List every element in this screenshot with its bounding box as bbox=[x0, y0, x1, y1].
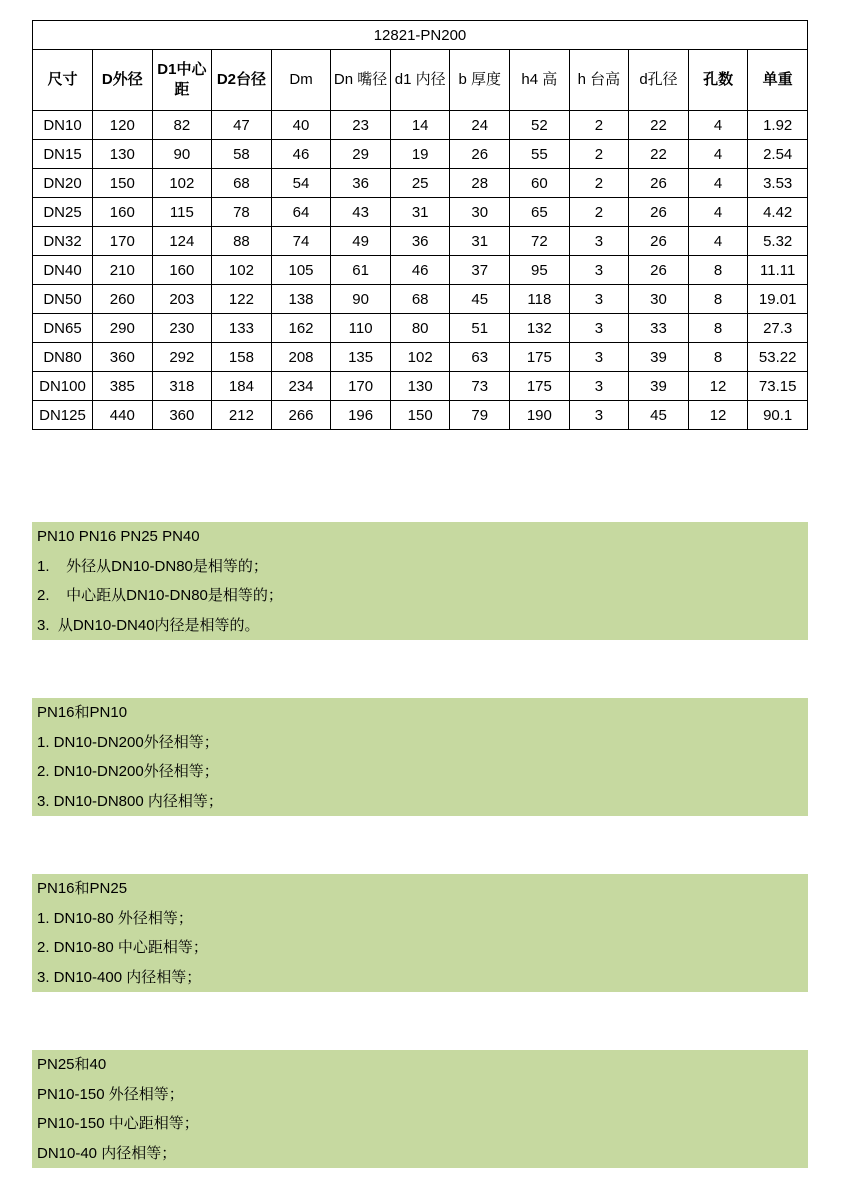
value-cell: 266 bbox=[271, 401, 331, 430]
value-cell: 33 bbox=[629, 314, 689, 343]
value-cell: 102 bbox=[212, 256, 272, 285]
table-row bbox=[33, 198, 808, 227]
value-cell: 19.01 bbox=[748, 285, 808, 314]
value-cell: 138 bbox=[271, 285, 331, 314]
size-cell: DN100 bbox=[33, 372, 93, 401]
note-line: 3. DN10-DN800 内径相等； bbox=[37, 792, 223, 810]
value-cell: 30 bbox=[450, 198, 510, 227]
note-line: 1. 外径从DN10-DN80是相等的； bbox=[37, 557, 268, 575]
table-row bbox=[33, 256, 808, 285]
value-cell: 122 bbox=[212, 285, 272, 314]
value-cell: 3 bbox=[569, 401, 629, 430]
value-cell: 115 bbox=[152, 198, 212, 227]
table-title-row bbox=[33, 21, 808, 50]
value-cell: 8 bbox=[688, 256, 748, 285]
value-cell: 90.1 bbox=[748, 401, 808, 430]
value-cell: 36 bbox=[390, 227, 450, 256]
value-cell: 52 bbox=[510, 111, 570, 140]
header-dn-neck: Dn 嘴径 bbox=[331, 50, 391, 111]
value-cell: 105 bbox=[271, 256, 331, 285]
value-cell: 28 bbox=[450, 169, 510, 198]
value-cell: 27.3 bbox=[748, 314, 808, 343]
size-cell: DN65 bbox=[33, 314, 93, 343]
size-cell: DN80 bbox=[33, 343, 93, 372]
note-line: 1. DN10-DN200外径相等； bbox=[37, 733, 219, 751]
value-cell: 196 bbox=[331, 401, 391, 430]
value-cell: 19 bbox=[390, 140, 450, 169]
table-row bbox=[33, 285, 808, 314]
value-cell: 158 bbox=[212, 343, 272, 372]
value-cell: 110 bbox=[331, 314, 391, 343]
table-row bbox=[33, 111, 808, 140]
value-cell: 8 bbox=[688, 314, 748, 343]
value-cell: 12 bbox=[688, 372, 748, 401]
value-cell: 26 bbox=[629, 169, 689, 198]
value-cell: 24 bbox=[450, 111, 510, 140]
note-line: DN10-40 内径相等； bbox=[37, 1144, 177, 1162]
value-cell: 4 bbox=[688, 111, 748, 140]
note-line: PN10-150 中心距相等； bbox=[37, 1115, 199, 1132]
value-cell: 45 bbox=[450, 285, 510, 314]
size-cell: DN50 bbox=[33, 285, 93, 314]
value-cell: 212 bbox=[212, 401, 272, 430]
value-cell: 90 bbox=[331, 285, 391, 314]
value-cell: 260 bbox=[93, 285, 153, 314]
value-cell: 132 bbox=[510, 314, 570, 343]
table-row bbox=[33, 372, 808, 401]
value-cell: 46 bbox=[271, 140, 331, 169]
value-cell: 175 bbox=[510, 343, 570, 372]
value-cell: 26 bbox=[629, 198, 689, 227]
note-block-pn16-pn10 bbox=[32, 698, 808, 816]
value-cell: 175 bbox=[510, 372, 570, 401]
size-cell: DN20 bbox=[33, 169, 93, 198]
value-cell: 4 bbox=[688, 227, 748, 256]
header-hole-diameter: d孔径 bbox=[629, 50, 689, 111]
value-cell: 3.53 bbox=[748, 169, 808, 198]
value-cell: 12 bbox=[688, 401, 748, 430]
value-cell: 102 bbox=[152, 169, 212, 198]
value-cell: 230 bbox=[152, 314, 212, 343]
value-cell: 3 bbox=[569, 227, 629, 256]
value-cell: 39 bbox=[629, 372, 689, 401]
value-cell: 46 bbox=[390, 256, 450, 285]
value-cell: 30 bbox=[629, 285, 689, 314]
table-row bbox=[33, 169, 808, 198]
size-cell: DN15 bbox=[33, 140, 93, 169]
value-cell: 3 bbox=[569, 372, 629, 401]
value-cell: 1.92 bbox=[748, 111, 808, 140]
table-title: 12821-PN200 bbox=[33, 21, 808, 50]
value-cell: 43 bbox=[331, 198, 391, 227]
value-cell: 130 bbox=[93, 140, 153, 169]
value-cell: 150 bbox=[390, 401, 450, 430]
note-line: 3. 从DN10-DN40内径是相等的。 bbox=[37, 616, 260, 634]
value-cell: 79 bbox=[450, 401, 510, 430]
value-cell: 22 bbox=[629, 111, 689, 140]
value-cell: 4 bbox=[688, 169, 748, 198]
value-cell: 130 bbox=[390, 372, 450, 401]
note-line: 2. 中心距从DN10-DN80是相等的； bbox=[37, 587, 283, 604]
value-cell: 4 bbox=[688, 198, 748, 227]
value-cell: 61 bbox=[331, 256, 391, 285]
note-line: 3. DN10-400 内径相等； bbox=[37, 968, 202, 986]
note-line: 2. DN10-DN200外径相等； bbox=[37, 763, 219, 780]
note-block-pn10-pn40 bbox=[32, 522, 808, 640]
value-cell: 39 bbox=[629, 343, 689, 372]
value-cell: 3 bbox=[569, 314, 629, 343]
value-cell: 120 bbox=[93, 111, 153, 140]
value-cell: 78 bbox=[212, 198, 272, 227]
value-cell: 5.32 bbox=[748, 227, 808, 256]
header-dm: Dm bbox=[271, 50, 331, 111]
table-row bbox=[33, 343, 808, 372]
value-cell: 55 bbox=[510, 140, 570, 169]
value-cell: 2.54 bbox=[748, 140, 808, 169]
value-cell: 385 bbox=[93, 372, 153, 401]
header-outer-diameter: D外径 bbox=[93, 50, 153, 111]
size-cell: DN10 bbox=[33, 111, 93, 140]
value-cell: 22 bbox=[629, 140, 689, 169]
value-cell: 203 bbox=[152, 285, 212, 314]
note-title: PN16和PN25 bbox=[37, 880, 128, 897]
value-cell: 73.15 bbox=[748, 372, 808, 401]
value-cell: 60 bbox=[510, 169, 570, 198]
value-cell: 31 bbox=[390, 198, 450, 227]
value-cell: 160 bbox=[152, 256, 212, 285]
value-cell: 51 bbox=[450, 314, 510, 343]
value-cell: 8 bbox=[688, 343, 748, 372]
size-cell: DN25 bbox=[33, 198, 93, 227]
table-row bbox=[33, 227, 808, 256]
value-cell: 162 bbox=[271, 314, 331, 343]
value-cell: 2 bbox=[569, 198, 629, 227]
value-cell: 31 bbox=[450, 227, 510, 256]
value-cell: 68 bbox=[390, 285, 450, 314]
header-unit-weight: 单重 bbox=[748, 50, 808, 111]
value-cell: 25 bbox=[390, 169, 450, 198]
value-cell: 2 bbox=[569, 111, 629, 140]
value-cell: 80 bbox=[390, 314, 450, 343]
note-title: PN16和PN10 bbox=[37, 704, 128, 721]
value-cell: 82 bbox=[152, 111, 212, 140]
header-inner-diameter: d1 内径 bbox=[390, 50, 450, 111]
table-row bbox=[33, 401, 808, 430]
table-row bbox=[33, 140, 808, 169]
value-cell: 95 bbox=[510, 256, 570, 285]
value-cell: 63 bbox=[450, 343, 510, 372]
header-hole-count: 孔数 bbox=[688, 50, 748, 111]
value-cell: 74 bbox=[271, 227, 331, 256]
value-cell: 14 bbox=[390, 111, 450, 140]
value-cell: 170 bbox=[93, 227, 153, 256]
value-cell: 2 bbox=[569, 140, 629, 169]
value-cell: 64 bbox=[271, 198, 331, 227]
value-cell: 88 bbox=[212, 227, 272, 256]
value-cell: 26 bbox=[629, 256, 689, 285]
size-cell: DN125 bbox=[33, 401, 93, 430]
size-cell: DN32 bbox=[33, 227, 93, 256]
value-cell: 3 bbox=[569, 256, 629, 285]
header-size: 尺寸 bbox=[33, 50, 93, 111]
value-cell: 3 bbox=[569, 343, 629, 372]
value-cell: 40 bbox=[271, 111, 331, 140]
value-cell: 210 bbox=[93, 256, 153, 285]
note-title: PN10 PN16 PN25 PN40 bbox=[37, 528, 200, 545]
note-line: 1. DN10-80 外径相等； bbox=[37, 909, 193, 927]
value-cell: 124 bbox=[152, 227, 212, 256]
flange-spec-table bbox=[32, 20, 808, 430]
value-cell: 11.11 bbox=[748, 256, 808, 285]
value-cell: 290 bbox=[93, 314, 153, 343]
value-cell: 208 bbox=[271, 343, 331, 372]
value-cell: 45 bbox=[629, 401, 689, 430]
value-cell: 58 bbox=[212, 140, 272, 169]
value-cell: 360 bbox=[93, 343, 153, 372]
value-cell: 65 bbox=[510, 198, 570, 227]
value-cell: 49 bbox=[331, 227, 391, 256]
value-cell: 160 bbox=[93, 198, 153, 227]
header-bolt-circle: D1中心距 bbox=[152, 50, 212, 111]
value-cell: 4 bbox=[688, 140, 748, 169]
value-cell: 37 bbox=[450, 256, 510, 285]
value-cell: 68 bbox=[212, 169, 272, 198]
value-cell: 90 bbox=[152, 140, 212, 169]
value-cell: 292 bbox=[152, 343, 212, 372]
header-thickness: b 厚度 bbox=[450, 50, 510, 111]
note-line: PN10-150 外径相等； bbox=[37, 1085, 184, 1103]
value-cell: 2 bbox=[569, 169, 629, 198]
value-cell: 184 bbox=[212, 372, 272, 401]
value-cell: 72 bbox=[510, 227, 570, 256]
table-row bbox=[33, 314, 808, 343]
value-cell: 54 bbox=[271, 169, 331, 198]
value-cell: 47 bbox=[212, 111, 272, 140]
value-cell: 440 bbox=[93, 401, 153, 430]
note-line: 2. DN10-80 中心距相等； bbox=[37, 939, 208, 956]
value-cell: 234 bbox=[271, 372, 331, 401]
value-cell: 135 bbox=[331, 343, 391, 372]
value-cell: 29 bbox=[331, 140, 391, 169]
value-cell: 102 bbox=[390, 343, 450, 372]
note-title: PN25和40 bbox=[37, 1056, 107, 1073]
value-cell: 3 bbox=[569, 285, 629, 314]
header-h4-height: h4 高 bbox=[510, 50, 570, 111]
note-block-pn25-pn40 bbox=[32, 1050, 808, 1168]
size-cell: DN40 bbox=[33, 256, 93, 285]
note-block-pn16-pn25 bbox=[32, 874, 808, 992]
value-cell: 318 bbox=[152, 372, 212, 401]
value-cell: 26 bbox=[629, 227, 689, 256]
header-raised-face: D2台径 bbox=[212, 50, 272, 111]
table-header-row bbox=[33, 50, 808, 111]
value-cell: 190 bbox=[510, 401, 570, 430]
value-cell: 8 bbox=[688, 285, 748, 314]
value-cell: 170 bbox=[331, 372, 391, 401]
value-cell: 133 bbox=[212, 314, 272, 343]
value-cell: 150 bbox=[93, 169, 153, 198]
value-cell: 53.22 bbox=[748, 343, 808, 372]
table-body bbox=[33, 111, 808, 430]
value-cell: 118 bbox=[510, 285, 570, 314]
value-cell: 73 bbox=[450, 372, 510, 401]
value-cell: 36 bbox=[331, 169, 391, 198]
header-face-height: h 台高 bbox=[569, 50, 629, 111]
value-cell: 4.42 bbox=[748, 198, 808, 227]
value-cell: 26 bbox=[450, 140, 510, 169]
value-cell: 360 bbox=[152, 401, 212, 430]
value-cell: 23 bbox=[331, 111, 391, 140]
